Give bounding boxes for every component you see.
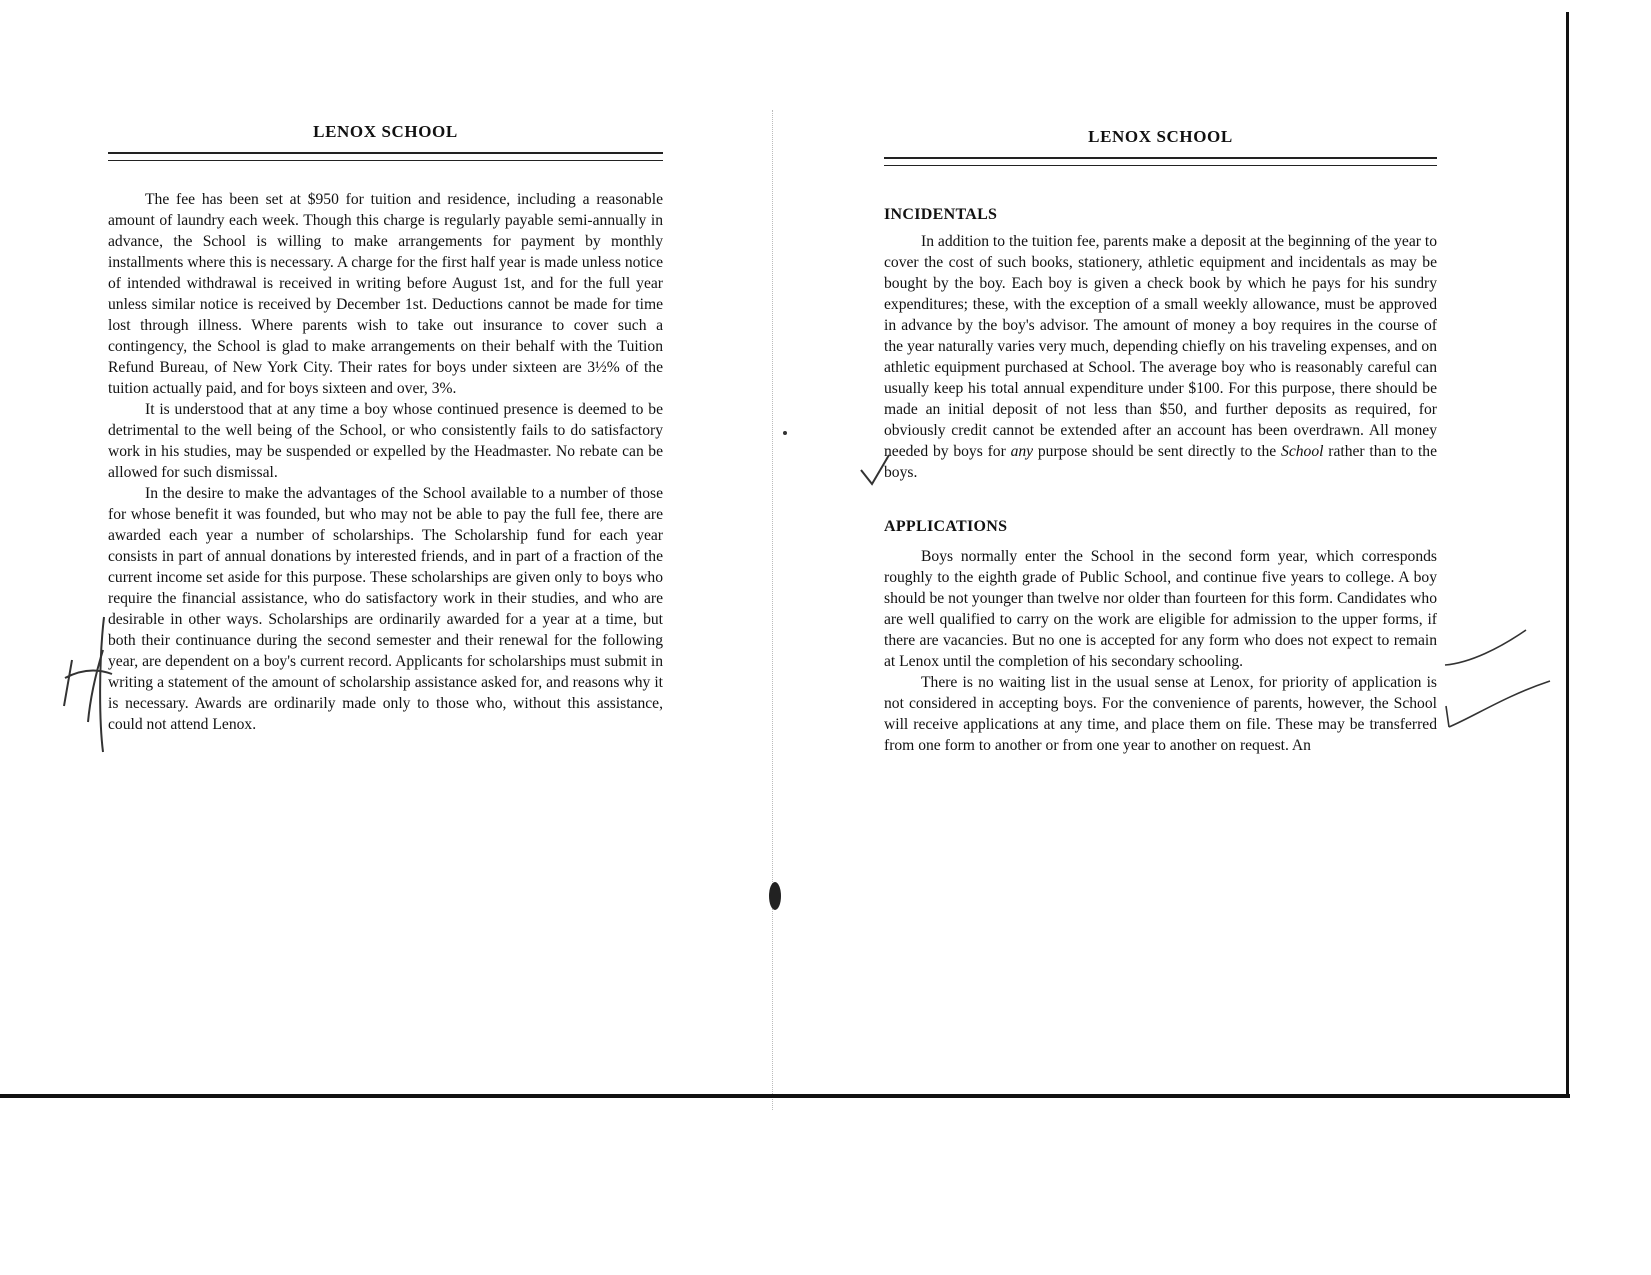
right-running-head: LENOX SCHOOL: [1088, 127, 1233, 146]
left-margin-bracket: [100, 617, 104, 752]
applications-paragraph-1: Boys normally enter the School in the second form year, which corresponds roughly to the eighth grade of Public School, and continue five years to college. A boy should be not younger than twelve nor older than fourteen for this form. Candidates who are well qualified to carry on the work are eligible for admission to the upper forms, if there are vacancies. But no one is accepted for any form who does not expect to remain at Lenox until the completion of his secondary schooling.: [884, 548, 1438, 670]
applications-paragraph-2: There is no waiting list in the usual sense at Lenox, for priority of application is not considered in accepting boys. For the convenience of parents, however, the School will receive applications at any time, and place them on file. These may be transferred from one form to another or from one year to another on request. An: [884, 674, 1437, 754]
incidentals-text-3: rather than to the boys.: [884, 443, 1438, 481]
incidentals-italic-school: School: [1281, 443, 1324, 460]
left-header-rule: [108, 152, 663, 161]
incidentals-heading: INCIDENTALS: [884, 206, 998, 223]
left-page: [108, 120, 663, 735]
right-margin-mark-2: [1446, 681, 1550, 727]
fee-paragraph: The fee has been set at $950 for tuition and residence, including a reasonable amount of laundry each week. Though this charge is regularly payable semi-annually in advance, the School is willing to make arrangements for payment by monthly installments where this is necessary. A charge for the first half year is made unless notice of intended withdrawal is received in writing before August 1st, and for the full year unless similar notice is received by December 1st. Deductions cannot be made for time lost through illness. Where parents wish to take out insurance to cover such a contingency, the School is glad to make arrangements on their behalf with the Tuition Refund Bureau, of New York City. Their rates for boys under sixteen are 3½% of the tuition actually paid, and for boys sixteen and over, 3%.: [108, 191, 663, 397]
page-bottom-edge: [0, 1094, 1570, 1098]
incidentals-text-2: purpose should be sent directly to the: [1033, 443, 1282, 460]
gutter-dot: [783, 431, 787, 435]
applications-heading: APPLICATIONS: [884, 518, 1008, 535]
left-body-text: [108, 189, 663, 735]
left-margin-scribble: [64, 650, 112, 722]
right-header-rule: [884, 157, 1437, 166]
dismissal-paragraph: It is understood that at any time a boy whose continued presence is deemed to be detrimental to the well being of the School, or who consistently fails to do satisfactory work in his studies, may be suspended or expelled by the Headmaster. No rebate can be allowed for such dismissal.: [108, 401, 663, 481]
right-page: [884, 125, 1437, 756]
incidentals-italic-any: any: [1010, 443, 1034, 460]
gutter-smudge: [769, 882, 781, 910]
left-running-head: LENOX SCHOOL: [313, 122, 458, 141]
incidentals-body: [884, 231, 1437, 483]
right-margin-mark-1: [1445, 630, 1526, 665]
book-gutter: [772, 110, 775, 1110]
applications-body: [884, 546, 1437, 756]
incidentals-text-1: In addition to the tuition fee, parents make a deposit at the beginning of the year to cover the cost of such books, stationery, athletic equipment and incidentals as may be bought by the boy. Each boy is given a check book by which he pays for his sundry expenditures; these, with the exception of a small weekly allowance, must be approved in advance by the boy's advisor. The amount of money a boy requires in the course of the year naturally varies very much, depending chiefly on his traveling expenses, and on athletic equipment purchased at School. The average boy who is reasonably careful can usually keep his total annual expenditure under $100. For this purpose, there should be made an initial deposit of not less than $50, and further deposits as required, for obviously credit cannot be extended after an account has been overdrawn. All money needed by boys for: [884, 233, 1437, 460]
page-right-edge: [1566, 12, 1569, 1096]
scholarship-paragraph: In the desire to make the advantages of the School available to a number of those for whose benefit it was founded, but who may not be able to pay the full fee, there are awarded each year a number of scholarships. The Scholarship fund for each year consists in part of annual donations by interested friends, and in part of a fraction of the current income set aside for this purpose. These scholarships are given only to boys who require the financial assistance, who do satisfactory work in their studies, and who are desirable in other ways. Scholarships are ordinarily awarded for a year at a time, but both their continuance during the second semester and their renewal for the following year, are dependent on a boy's current record. Applicants for scholarships must submit in writing a statement of the amount of scholarship assistance asked for, and reasons why it is necessary. Awards are ordinarily made only to those who, without this assistance, could not attend Lenox.: [108, 485, 663, 733]
incidentals-paragraph: [884, 231, 1437, 483]
